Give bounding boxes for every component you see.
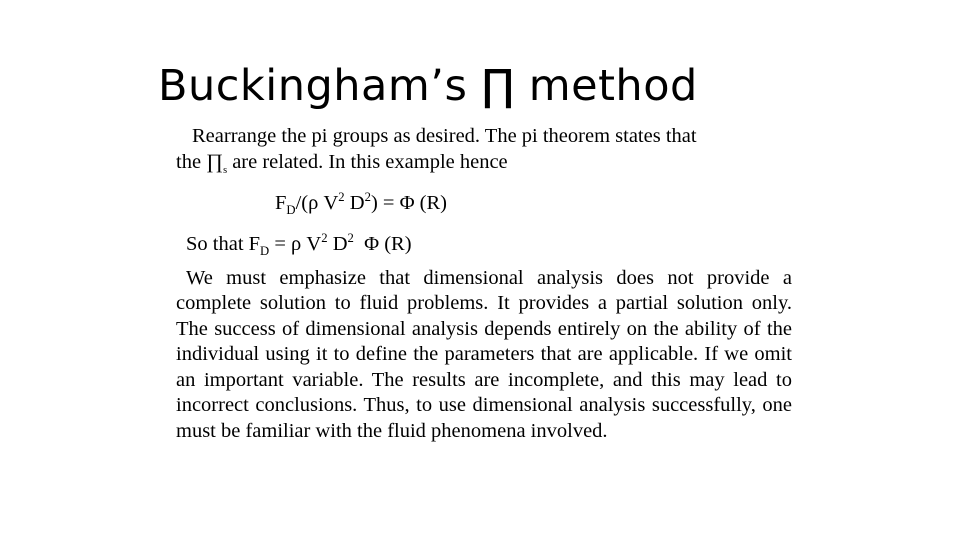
paragraph-2	[176, 266, 792, 445]
eq1-sup1: 2	[338, 190, 345, 205]
equation-1	[176, 185, 792, 223]
slide-title: Buckingham’s ∏ method	[158, 61, 698, 111]
equation-2	[176, 226, 792, 264]
eq1-rest: ) = Φ (R)	[370, 191, 448, 214]
eq1-sup2: 2	[364, 190, 371, 205]
eq2-sup1: 2	[321, 230, 328, 245]
eq2-mid: = ρ V	[269, 232, 322, 255]
text-the: the	[176, 150, 207, 173]
eq1-d: D	[344, 191, 365, 214]
eq2-prefix: So that F	[186, 232, 261, 255]
paragraph-2-text: We must emphasize that dimensional analysis does not provide a complete solution to fluid problems. It provides a partial solution only. The success of dimensional analysis depends entirely on the ability of the individual using it to define the parameters that are applicable. If we omit an important variable. The results are incomplete, and this may lead to incorrect conclusions. Thus, to use dimensional analysis successfully, one must be familiar with the fluid phenomena involved.	[176, 266, 792, 442]
eq2-rest: Φ (R)	[353, 232, 412, 255]
eq1-f-sub: D	[286, 203, 296, 218]
eq2-sup2: 2	[347, 230, 354, 245]
text-related: are related. In this example hence	[227, 150, 508, 173]
eq2-f-sub: D	[260, 243, 270, 258]
slide-body	[176, 124, 792, 444]
paragraph-1-line-2	[176, 150, 792, 184]
paragraph-1-line-1: Rearrange the pi groups as desired. The pi theorem states that	[192, 125, 697, 147]
pi-symbol: ∏	[206, 150, 224, 173]
pi-subscript: s	[223, 164, 228, 176]
eq2-d: D	[327, 232, 348, 255]
eq1-f: F	[275, 191, 287, 214]
eq1-mid: /(ρ V	[295, 191, 339, 214]
